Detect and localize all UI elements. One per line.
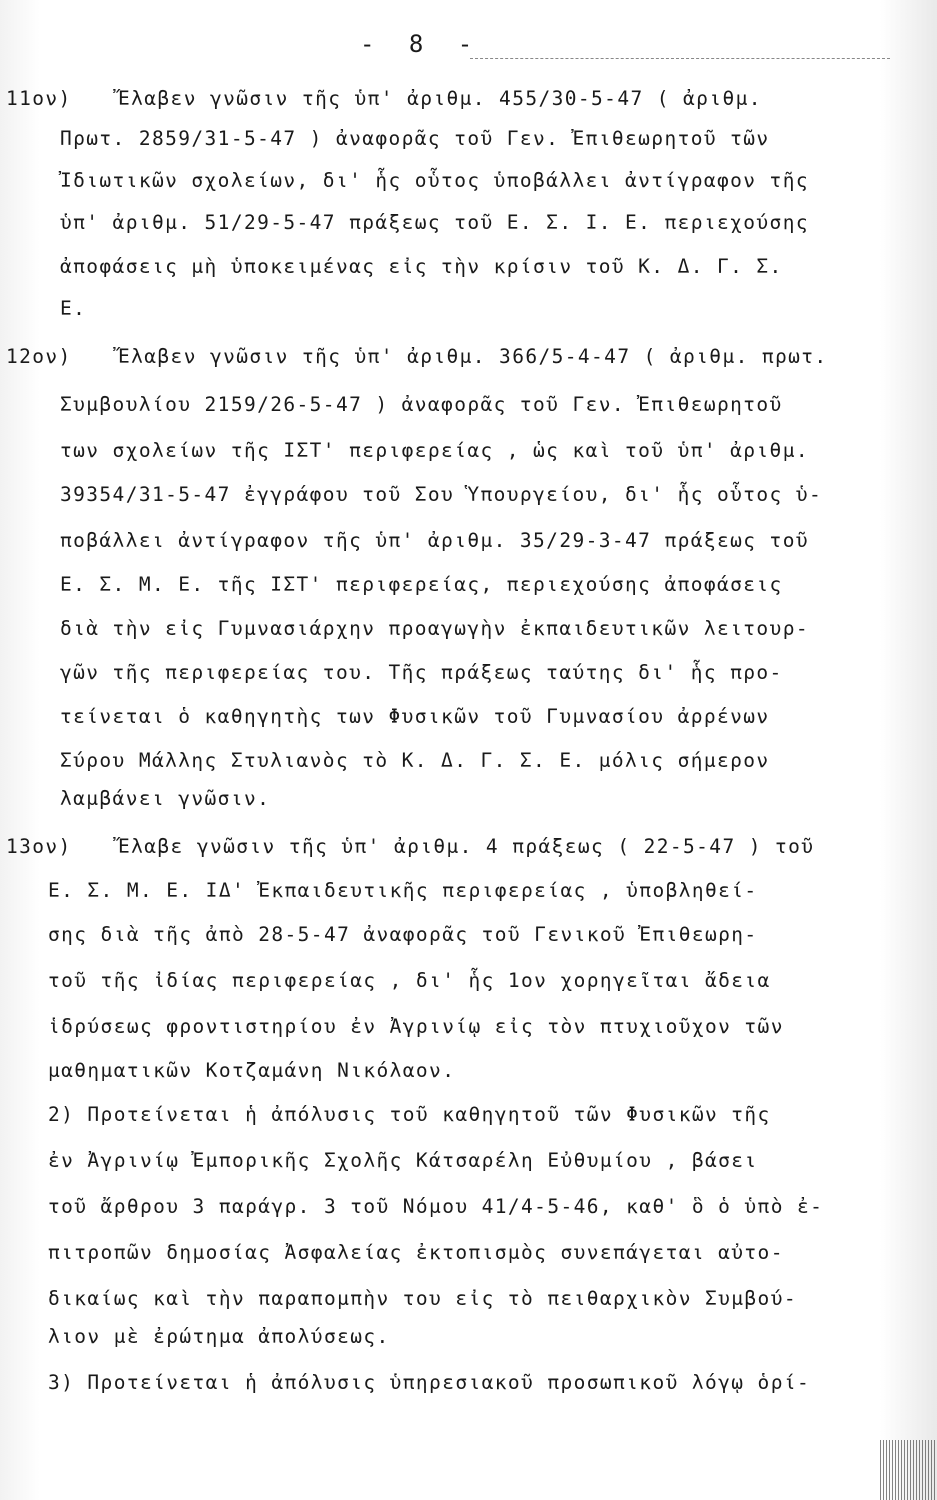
header-rule	[470, 58, 890, 59]
text-line: 2) Προτείνεται ἡ ἀπόλυσις τοῦ καθηγητοῦ τῶν Φυσικῶν τῆς	[48, 1103, 771, 1126]
text-line: Πρωτ. 2859/31-5-47 ) ἀναφορᾶς τοῦ Γεν. Ἐπιθεωρητοῦ τῶν	[60, 127, 770, 150]
text-line: τοῦ τῆς ἰδίας περιφερείας , δι' ἧς 1ον χορηγεῖται ἄδεια	[48, 969, 771, 992]
text-line: λιον μὲ ἐρώτημα ἀπολύσεως.	[48, 1325, 390, 1348]
text-line: Ε. Σ. Μ. Ε. τῆς ΙΣΤ' περιφερείας, περιεχούσης ἀποφάσεις	[60, 573, 783, 596]
text-line: ποβάλλει ἀντίγραφον τῆς ὑπ' ἀριθμ. 35/29-3-47 πράξεως τοῦ	[60, 529, 809, 552]
text-line: των σχολείων τῆς ΙΣΤ' περιφερείας , ὡς καὶ τοῦ ὑπ' ἀριθμ.	[60, 439, 809, 462]
text-line: γῶν τῆς περιφερείας του. Τῆς πράξεως ταύτης δι' ἧς προ-	[60, 661, 783, 684]
text-line: Ἰδιωτικῶν σχολείων, δι' ἧς οὗτος ὑποβάλλει ἀντίγραφον τῆς	[60, 169, 809, 192]
item-number-12: 12ον)	[6, 345, 72, 368]
text-line: δικαίως καὶ τὴν παραπομπὴν του εἰς τὸ πειθαρχικὸν Συμβού-	[48, 1287, 797, 1310]
text-line: μαθηματικῶν Κοτζαμάνη Νικόλαον.	[48, 1059, 456, 1082]
text-line: 3) Προτείνεται ἡ ἀπόλυσις ὑπηρεσιακοῦ προσωπικοῦ λόγῳ ὁρί-	[48, 1371, 811, 1394]
text-line: ἀποφάσεις μὴ ὑποκειμένας εἰς τὴν κρίσιν τοῦ Κ. Δ. Γ. Σ.	[60, 255, 783, 278]
text-line: 39354/31-5-47 ἐγγράφου τοῦ Σου Ὑπουργείου, δι' ἧς οὗτος ὑ-	[60, 483, 823, 506]
text-line: ἐν Ἀγρινίῳ Ἐμπορικῆς Σχολῆς Κάτσαρέλη Εὐθυμίου , βάσει	[48, 1149, 758, 1172]
item-number-11: 11ον)	[6, 87, 72, 110]
text-line: σης διὰ τῆς ἀπὸ 28-5-47 ἀναφορᾶς τοῦ Γενικοῦ Ἐπιθεωρη-	[48, 923, 758, 946]
text-line: τείνεται ὁ καθηγητὴς των Φυσικῶν τοῦ Γυμνασίου ἀρρένων	[60, 705, 770, 728]
text-line: ἱδρύσεως φροντιστηρίου ἐν Ἀγρινίῳ εἰς τὸν πτυχιοῦχον τῶν	[48, 1015, 784, 1038]
text-line: Ἔλαβεν γνῶσιν τῆς ὑπ' ἀριθμ. 455/30-5-47 ( ἀριθμ.	[118, 87, 762, 110]
text-line: ὑπ' ἀριθμ. 51/29-5-47 πράξεως τοῦ Ε. Σ. Ι. Ε. περιεχούσης	[60, 211, 809, 234]
text-line: πιτροπῶν δημοσίας Ἀσφαλείας ἐκτοπισμὸς συνεπάγεται αὐτο-	[48, 1241, 784, 1264]
text-line: τοῦ ἄρθρου 3 παράγρ. 3 τοῦ Νόμου 41/4-5-46, καθ' ὃ ὁ ὑπὸ ἐ-	[48, 1195, 824, 1218]
text-line: Συμβουλίου 2159/26-5-47 ) ἀναφορᾶς τοῦ Γεν. Ἐπιθεωρητοῦ	[60, 393, 783, 416]
text-line: λαμβάνει γνῶσιν.	[60, 787, 271, 810]
text-line: Ε.	[60, 297, 87, 320]
page-edge-shadow	[880, 1440, 937, 1500]
text-line: Σύρου Μάλλης Στυλιανὸς τὸ Κ. Δ. Γ. Σ. Ε. μόλις σήμερον	[60, 749, 770, 772]
text-line: Ἔλαβε γνῶσιν τῆς ὑπ' ἀριθμ. 4 πράξεως ( 22-5-47 ) τοῦ	[118, 835, 815, 858]
text-line: διὰ τὴν εἰς Γυμνασιάρχην προαγωγὴν ἐκπαιδευτικῶν λειτουρ-	[60, 617, 809, 640]
text-line: Ε. Σ. Μ. Ε. ΙΔ' Ἐκπαιδευτικῆς περιφερείας , ὑποβληθεί-	[48, 879, 758, 902]
text-line: Ἔλαβεν γνῶσιν τῆς ὑπ' ἀριθμ. 366/5-4-47 ( ἀριθμ. πρωτ.	[118, 345, 828, 368]
item-number-13: 13ον)	[6, 835, 72, 858]
page-number: - 8 -	[360, 30, 483, 58]
